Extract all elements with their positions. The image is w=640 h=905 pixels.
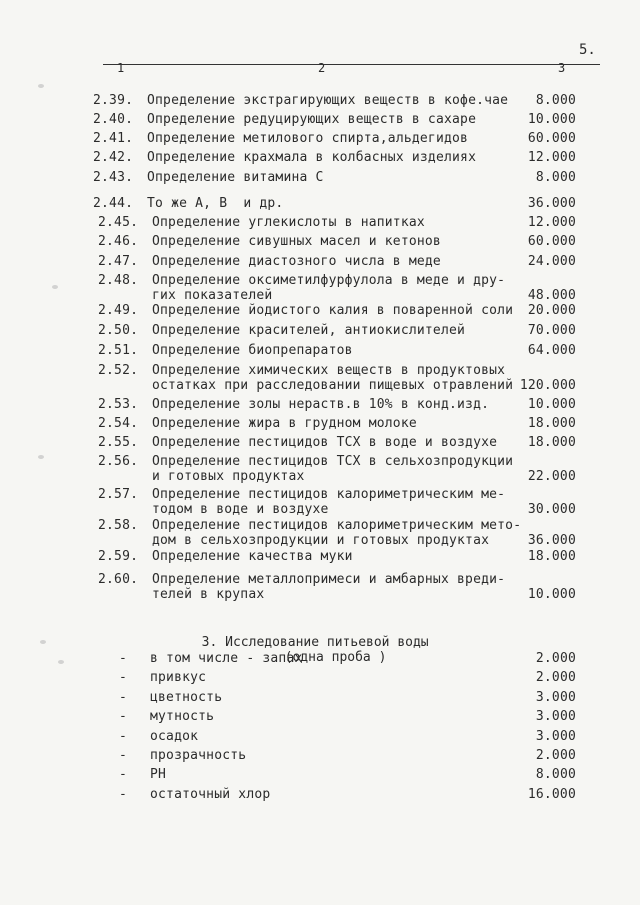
item-description [152,454,513,484]
item-value: 10.000 [527,587,576,602]
item-description [152,323,465,338]
list-item-label: PH [150,767,167,782]
list-dash: - [119,670,128,685]
item-value: 8.000 [535,170,576,185]
item-description-line: Определение красителей, антиокислителей [152,323,466,338]
item-value: 48.000 [527,288,576,303]
item-description-line: Определение качества муки [152,549,353,564]
item-description [152,254,441,269]
list-item-value: 2.000 [535,651,576,666]
list-item-label: осадок [150,729,199,744]
section-title-line-1: 3. Исследование питьевой воды [201,635,429,650]
item-value: 60.000 [527,234,576,249]
item-description [152,397,489,412]
item-description [152,518,521,548]
page-number: 5. [579,42,596,58]
list-dash: - [119,709,128,724]
item-number: 2.49. [98,303,139,318]
item-description-line: телей в крупах [152,587,265,602]
item-description [152,435,497,450]
list-item-value: 2.000 [535,670,576,685]
item-value: 36.000 [527,533,576,548]
item-value: 24.000 [527,254,576,269]
list-dash: - [119,748,128,763]
item-number: 2.43. [93,170,134,185]
item-description-line: Определение пестицидов ТСХ в воде и воздухе [152,435,498,450]
item-description-line: Определение йодистого калия в поваренной соли [152,303,514,318]
list-item-value: 8.000 [535,767,576,782]
item-description-line: Определение экстрагирующих веществ в кофе.чае [147,93,509,108]
item-description-line: остатках при расследовании пищевых отравлений [152,378,514,393]
item-description [147,196,283,211]
item-description-line: Определение оксиметилфурфулола в меде и дру- [152,273,506,288]
item-number: 2.58. [98,518,139,533]
item-value: 70.000 [527,323,576,338]
item-value: 20.000 [527,303,576,318]
item-number: 2.41. [93,131,134,146]
item-description-line: Определение химических веществ в продуктовых [152,363,506,378]
item-number: 2.55. [98,435,139,450]
item-description [147,170,324,185]
item-value: 18.000 [527,549,576,564]
item-value: 18.000 [527,435,576,450]
item-description-line: Определение сивушных масел и кетонов [152,234,441,249]
list-item-value: 3.000 [535,729,576,744]
item-description [152,363,513,393]
list-dash: - [119,729,128,744]
item-number: 2.46. [98,234,139,249]
list-item-label: остаточный хлор [150,787,271,802]
item-description [152,572,505,602]
item-description [147,93,508,108]
item-description [147,150,476,165]
item-number: 2.48. [98,273,139,288]
item-number: 2.39. [93,93,134,108]
item-value: 60.000 [527,131,576,146]
item-number: 2.53. [98,397,139,412]
list-item-label: мутность [150,709,215,724]
item-description-line: Определение крахмала в колбасных изделиях [147,150,477,165]
list-item-value: 2.000 [535,748,576,763]
item-description-line: Определение диастозного числа в меде [152,254,441,269]
item-description [152,549,353,564]
column-header-2: 2 [318,61,326,75]
item-description-line: и готовых продуктах [152,469,305,484]
item-number: 2.50. [98,323,139,338]
scan-speck [58,660,64,664]
list-item-label: цветность [150,690,223,705]
item-description-line: Определение пестицидов калориметрическим мето- [152,518,522,533]
item-description [152,416,417,431]
item-value: 8.000 [535,93,576,108]
item-description-line: гих показателей [152,288,273,303]
item-description-line: Определение металлопримеси и амбарных вреди- [152,572,506,587]
item-number: 2.51. [98,343,139,358]
item-description-line: Определение углекислоты в напитках [152,215,425,230]
list-item-label: прозрачность [150,748,247,763]
list-dash: - [119,787,128,802]
item-description-line: тодом в воде и воздухе [152,502,329,517]
item-number: 2.60. [98,572,139,587]
list-dash: - [119,690,128,705]
item-description-line: Определение пестицидов калориметрическим ме- [152,487,506,502]
item-description [152,303,513,318]
item-description-line: Определение витамина С [147,170,324,185]
item-value: 120.000 [519,378,576,393]
scan-speck [38,455,44,459]
item-description [147,112,476,127]
item-description-line: Определение редуцирующих веществ в сахаре [147,112,477,127]
column-header-3: 3 [558,61,566,75]
item-description-line: дом в сельхозпродукции и готовых продуктах [152,533,490,548]
item-number: 2.56. [98,454,139,469]
item-value: 36.000 [527,196,576,211]
list-item-value: 3.000 [535,709,576,724]
item-number: 2.59. [98,549,139,564]
item-number: 2.40. [93,112,134,127]
item-description-line: Определение золы нераств.в 10% в конд.изд. [152,397,490,412]
item-value: 12.000 [527,215,576,230]
item-value: 12.000 [527,150,576,165]
item-number: 2.42. [93,150,134,165]
item-description [147,131,468,146]
item-description-line: Определение жира в грудном молоке [152,416,417,431]
list-item-label: привкус [150,670,207,685]
item-value: 64.000 [527,343,576,358]
item-value: 22.000 [527,469,576,484]
scan-speck [52,285,58,289]
item-number: 2.47. [98,254,139,269]
scan-speck [40,640,46,644]
item-description-line: Определение метилового спирта,альдегидов [147,131,469,146]
list-dash: - [119,651,128,666]
item-description [152,343,353,358]
item-number: 2.52. [98,363,139,378]
item-number: 2.44. [93,196,134,211]
item-value: 10.000 [527,112,576,127]
item-description [152,487,505,517]
item-description [152,273,505,303]
item-value: 10.000 [527,397,576,412]
header-rule [103,64,600,65]
item-description [152,234,441,249]
list-dash: - [119,767,128,782]
item-description-line: Определение биопрепаратов [152,343,353,358]
list-item-value: 16.000 [527,787,576,802]
column-header-1: 1 [117,61,125,75]
item-number: 2.57. [98,487,139,502]
list-item-label: в том числе - запах [150,651,303,666]
item-number: 2.45. [98,215,139,230]
scan-speck [38,84,44,88]
item-description-line: То же А, В и др. [147,196,284,211]
section-title-line-2: (одна проба ) [284,650,387,665]
list-item-value: 3.000 [535,690,576,705]
item-number: 2.54. [98,416,139,431]
item-value: 30.000 [527,502,576,517]
item-description [152,215,425,230]
item-value: 18.000 [527,416,576,431]
item-description-line: Определение пестицидов ТСХ в сельхозпродукции [152,454,514,469]
